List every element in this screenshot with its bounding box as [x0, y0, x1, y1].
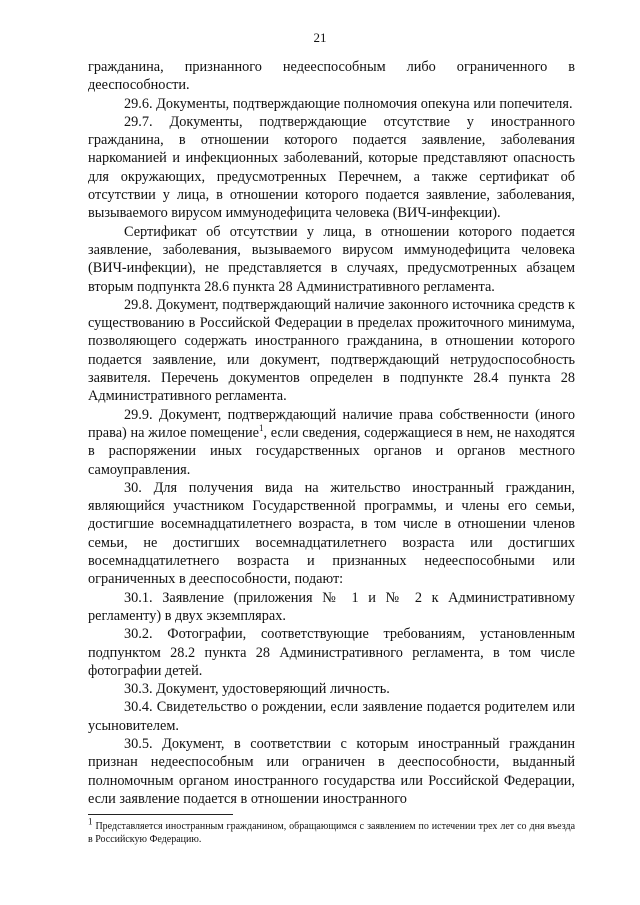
body-text [88, 58, 575, 808]
paragraph-30: 30. Для получения вида на жительство иностранный гражданин, являющийся участником Государственной программы, и члены его семьи, достигшие восемнадцатилетнего возраста, в том числе в отношении членов семьи, не достигших восемнадцатилетнего возраста или достигших восемнадцатилетнего возраста и признанных недееспособными или ограниченных в дееспособности, подают: [88, 479, 575, 588]
paragraph-29-9 [88, 406, 575, 479]
page-number: 21 [313, 30, 327, 45]
footnote-mark: 1 [88, 816, 93, 827]
footnote-reference: 1 [259, 423, 264, 434]
paragraph-30-1: 30.1. Заявление (приложения № 1 и № 2 к Административному регламенту) в двух экземплярах. [88, 589, 575, 624]
footnote-divider [88, 814, 233, 815]
paragraph-30-5: 30.5. Документ, в соответствии с которым иностранный гражданин признан недееспособным или ограничен в дееспособности, выданный полномочным органом иностранного государства или Российской Федерации, если заявление подается в отношении иностранного [88, 735, 575, 807]
paragraph-30-4: 30.4. Свидетельство о рождении, если заявление подается родителем или усыновителем. [88, 699, 575, 734]
paragraph-29-9-text-before: 29.9. Документ, подтверждающий наличие права собственности (иного права) на жилое помещение [88, 406, 575, 441]
paragraph-29-9-text-after: , если сведения, содержащиеся в нем, не находятся в распоряжении иных государственных органов и органов местного самоуправления. [88, 424, 575, 478]
paragraph-29-8: 29.8. Документ, подтверждающий наличие законного источника средств к существованию в Российской Федерации в пределах прожиточного минимума, позволяющего содержать иностранного гражданина, в отношении которого подается заявление, или документ, подтверждающий нетрудоспособность заявителя. Перечень документов определен в подпункте 28.4 пункта 28 Административного регламента. [88, 296, 575, 405]
paragraph-continuation: гражданина, признанного недееспособным либо ограниченного в дееспособности. [88, 59, 575, 94]
paragraph-30-2: 30.2. Фотографии, соответствующие требованиям, установленным подпунктом 28.2 пункта 28 Административного регламента, в том числе фотографии детей. [88, 626, 575, 679]
paragraph-29-7: 29.7. Документы, подтверждающие отсутствие у иностранного гражданина, в отношении которого подается заявление, заболевания наркоманией и инфекционных заболеваний, которые представляют опасность для окружающих, предусмотренных Перечнем, а также сертификат об отсутствии у лица, в отношении которого подается заявление, заболевания, вызываемого вирусом иммунодефицита человека (ВИЧ-инфекции). [88, 113, 575, 222]
paragraph-30-3: 30.3. Документ, удостоверяющий личность. [124, 681, 390, 698]
footnote [88, 816, 576, 846]
footnote-text: Представляется иностранным гражданином, обращающимся с заявлением по истечении трех лет со дня въезда в Российскую Федерацию. [88, 821, 576, 845]
paragraph-29-6: 29.6. Документы, подтверждающие полномочия опекуна или попечителя. [124, 95, 573, 112]
paragraph-29-7-certificate: Сертификат об отсутствии у лица, в отношении которого подается заявление, заболевания, вызываемого вирусом иммунодефицита человека (ВИЧ-инфекции), не представляется в случаях, предусмотренных абзацем вторым подпункта 28.6 пункта 28 Административного регламента. [88, 223, 575, 295]
